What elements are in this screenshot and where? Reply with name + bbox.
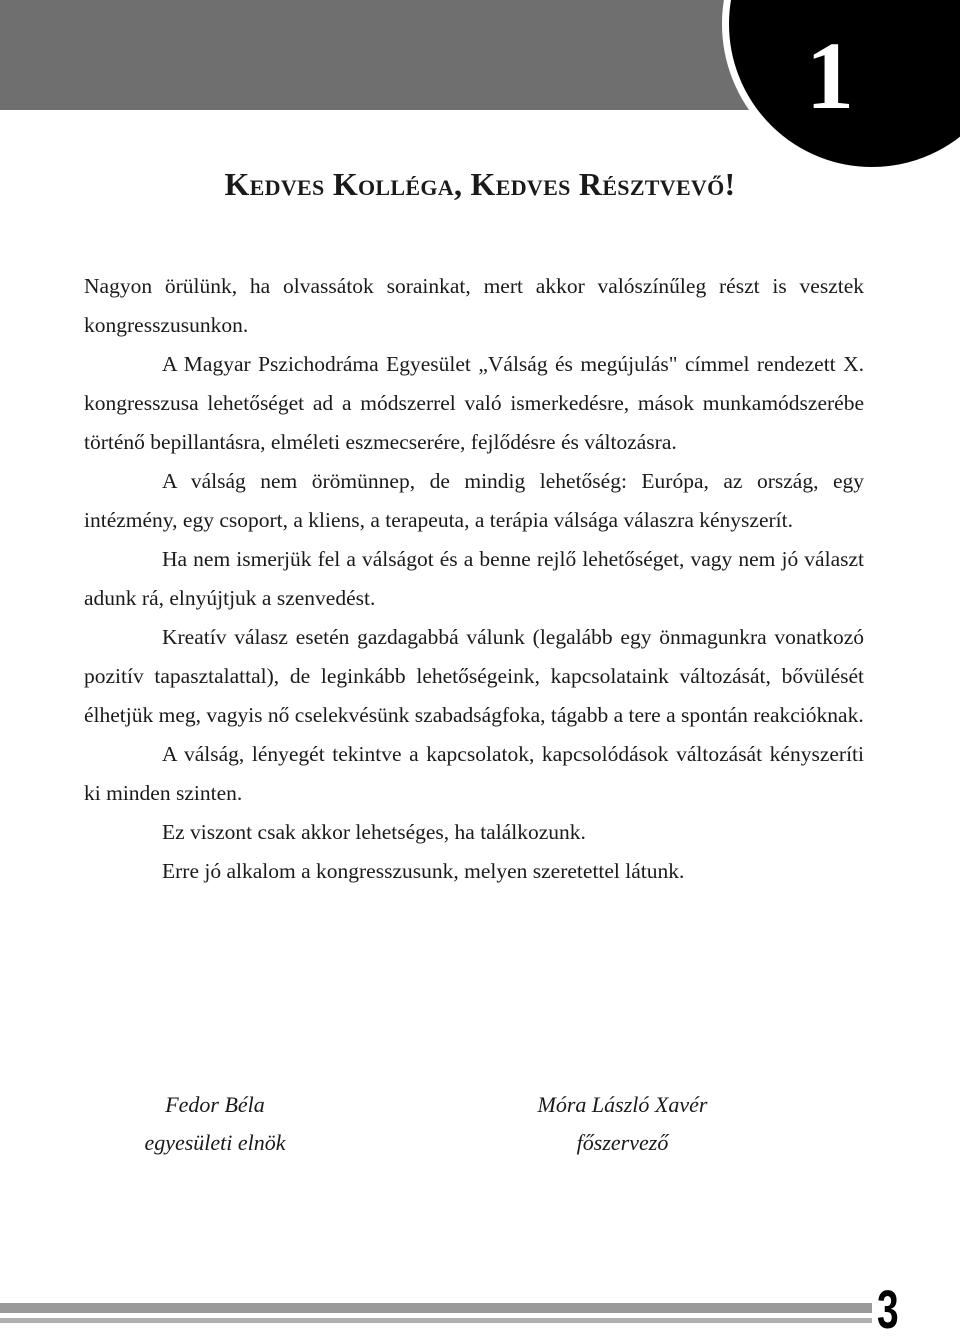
letter-body bbox=[84, 267, 864, 891]
signature-role: egyesületi elnök bbox=[144, 1130, 286, 1155]
signature-left bbox=[140, 1086, 290, 1162]
paragraph: Ez viszont csak akkor lehetséges, ha találkozunk. bbox=[162, 820, 586, 844]
page-number: 3 bbox=[877, 1280, 899, 1340]
signature-role: főszervező bbox=[576, 1130, 669, 1155]
paragraph: Nagyon örülünk, ha olvassátok sorainkat, mert akkor valószínűleg részt is vesztek kongresszusunkon. bbox=[84, 274, 864, 337]
signature-right bbox=[515, 1086, 730, 1162]
signature-name: Móra László Xavér bbox=[537, 1092, 708, 1117]
paragraph: Erre jó alkalom a kongresszusunk, melyen szeretettel látunk. bbox=[162, 859, 685, 883]
chapter-number: 1 bbox=[806, 22, 854, 129]
footer-bar bbox=[0, 1303, 872, 1313]
paragraph: Ha nem ismerjük fel a válságot és a benne rejlő lehetőséget, vagy nem jó választ adunk rá, elnyújtjuk a szenvedést. bbox=[84, 547, 864, 610]
signature-name: Fedor Béla bbox=[165, 1092, 265, 1117]
footer-bar-thin bbox=[0, 1318, 872, 1323]
paragraph: A Magyar Pszichodráma Egyesület „Válság és megújulás" címmel rendezett X. kongresszusa lehetőséget ad a módszerrel való ismerkedésre, mások munkamódszerébe történő bepillantásra, elméleti eszmecserére, fejlődésre és változásra. bbox=[84, 352, 864, 454]
paragraph: Kreatív válasz esetén gazdagabbá válunk (legalább egy önmagunkra vonatkozó pozitív tapasztalattal), de leginkább lehetőségeink, kapcsolataink változását, bővülését élhetjük meg, vagyis nő cselekvésünk szabadságfoka, tágabb a tere a spontán reakcióknak. bbox=[84, 625, 864, 727]
paragraph: A válság nem örömünnep, de mindig lehetőség: Európa, az ország, egy intézmény, egy csoport, a kliens, a terapeuta, a terápia válsága válaszra kényszerít. bbox=[84, 469, 864, 532]
page-title: Kedves Kolléga, Kedves Résztvevő! bbox=[224, 166, 736, 202]
paragraph: A válság, lényegét tekintve a kapcsolatok, kapcsolódások változását kényszeríti ki minden szinten. bbox=[84, 742, 864, 805]
